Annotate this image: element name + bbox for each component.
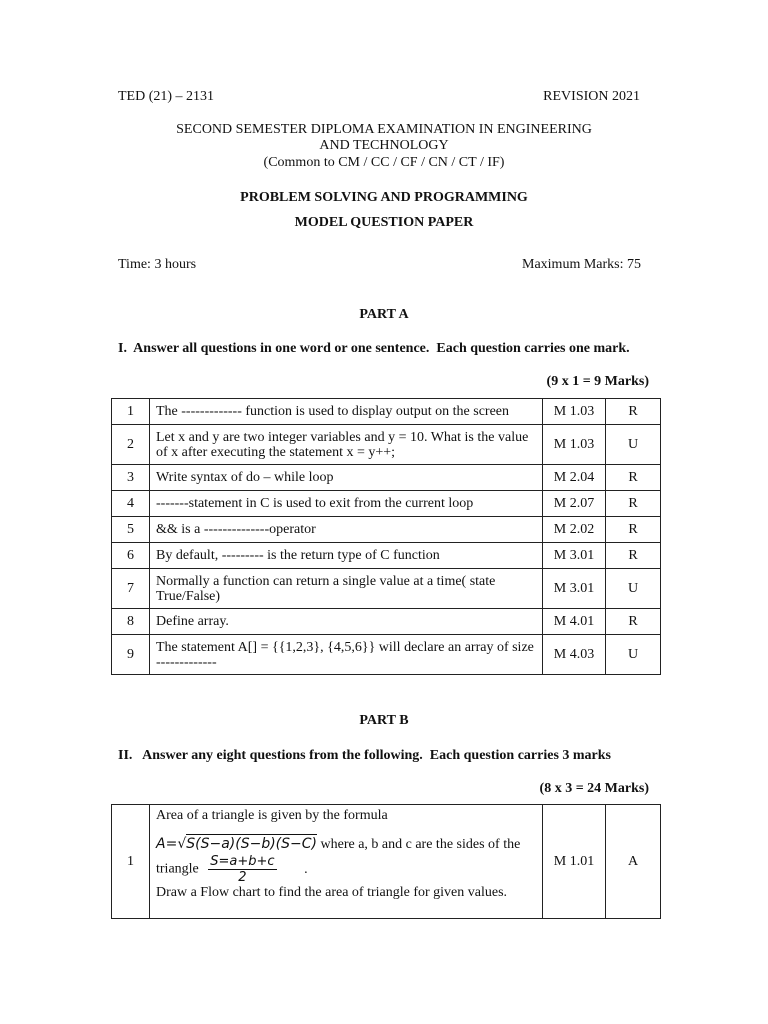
question-number: 4 <box>112 491 150 517</box>
table-row <box>112 805 661 919</box>
question-text: Let x and y are two integer variables and y = 10. What is the value of x after executing the statement x = y++; <box>150 425 543 465</box>
formula-lhs: A= <box>156 836 178 852</box>
fraction-end: . <box>304 861 308 877</box>
semi-perimeter-fraction <box>208 854 276 885</box>
question-number: 2 <box>112 425 150 465</box>
table-row <box>112 517 661 543</box>
question-number: 9 <box>112 635 150 675</box>
question-number: 5 <box>112 517 150 543</box>
question-text: Normally a function can return a single value at a time( state True/False) <box>150 569 543 609</box>
table-row <box>112 491 661 517</box>
maximum-marks: Maximum Marks: 75 <box>522 257 641 272</box>
question-text: The statement A[] = {{1,2,3}, {4,5,6}} will declare an array of size ------------- <box>150 635 543 675</box>
cognitive-level: U <box>606 635 661 675</box>
module-code: M 2.02 <box>543 517 606 543</box>
cognitive-level: U <box>606 425 661 465</box>
area-formula <box>156 835 536 854</box>
question-number: 8 <box>112 609 150 635</box>
part-a-instruction: I. Answer all questions in one word or one sentence. Each question carries one mark. <box>118 341 630 356</box>
subject-title: PROBLEM SOLVING AND PROGRAMMING <box>240 190 528 205</box>
module-code: M 2.07 <box>543 491 606 517</box>
cognitive-level: R <box>606 399 661 425</box>
part-b-question-table <box>111 804 661 919</box>
revision-label: REVISION 2021 <box>543 89 640 104</box>
table-row <box>112 399 661 425</box>
cognitive-level: R <box>606 517 661 543</box>
question-number: 1 <box>112 399 150 425</box>
part-b-marks: (8 x 3 = 24 Marks) <box>539 781 649 796</box>
time-allowed: Time: 3 hours <box>118 257 197 272</box>
part-a-question-table <box>111 398 661 675</box>
table-row <box>112 569 661 609</box>
table-row <box>112 635 661 675</box>
triangle-word: triangle <box>156 861 199 877</box>
question-number: 7 <box>112 569 150 609</box>
part-a-title: PART A <box>359 307 409 322</box>
cognitive-level: R <box>606 465 661 491</box>
module-code: M 3.01 <box>543 543 606 569</box>
table-row <box>112 425 661 465</box>
question-text: -------statement in C is used to exit from the current loop <box>150 491 543 517</box>
question-number: 1 <box>112 805 150 919</box>
paper-type: MODEL QUESTION PAPER <box>294 215 474 230</box>
cognitive-level: A <box>606 805 661 919</box>
semi-perimeter-line <box>156 854 536 885</box>
module-code: M 4.01 <box>543 609 606 635</box>
module-code: M 4.03 <box>543 635 606 675</box>
part-a-marks: (9 x 1 = 9 Marks) <box>546 374 649 389</box>
cognitive-level: R <box>606 609 661 635</box>
cognitive-level: U <box>606 569 661 609</box>
fraction-denominator: 2 <box>238 870 247 885</box>
question-text: && is a --------------operator <box>150 517 543 543</box>
module-code: M 2.04 <box>543 465 606 491</box>
table-row <box>112 609 661 635</box>
module-code: M 1.03 <box>543 399 606 425</box>
sqrt-icon: √ <box>177 836 187 852</box>
question-text: Write syntax of do – while loop <box>150 465 543 491</box>
module-code: M 1.03 <box>543 425 606 465</box>
table-row <box>112 543 661 569</box>
part-b-instruction: II. Answer any eight questions from the following. Each question carries 3 marks <box>118 748 612 763</box>
question-line: Area of a triangle is given by the formula <box>156 808 388 823</box>
question-text: The ------------- function is used to display output on the screen <box>150 399 543 425</box>
table-row <box>112 465 661 491</box>
cognitive-level: R <box>606 543 661 569</box>
question-line: Draw a Flow chart to find the area of triangle for given values. <box>156 885 508 900</box>
exam-title-line1: SECOND SEMESTER DIPLOMA EXAMINATION IN ENGINEERING <box>176 122 592 137</box>
question-text: By default, --------- is the return type of C function <box>150 543 543 569</box>
cognitive-level: R <box>606 491 661 517</box>
part-b-title: PART B <box>359 713 409 728</box>
module-code: M 1.01 <box>543 805 606 919</box>
common-branches: (Common to CM / CC / CF / CN / CT / IF) <box>263 155 505 170</box>
paper-code: TED (21) – 2131 <box>118 89 215 104</box>
question-number: 6 <box>112 543 150 569</box>
exam-title-line2: AND TECHNOLOGY <box>319 138 449 153</box>
formula-note: where a, b and c are the sides of the <box>320 837 521 852</box>
fraction-numerator: S=a+b+c <box>210 854 275 869</box>
formula-radicand: S(S−a)(S−b)(S−C) <box>186 836 317 852</box>
question-number: 3 <box>112 465 150 491</box>
question-text: Define array. <box>150 609 543 635</box>
question-text <box>150 805 543 919</box>
module-code: M 3.01 <box>543 569 606 609</box>
